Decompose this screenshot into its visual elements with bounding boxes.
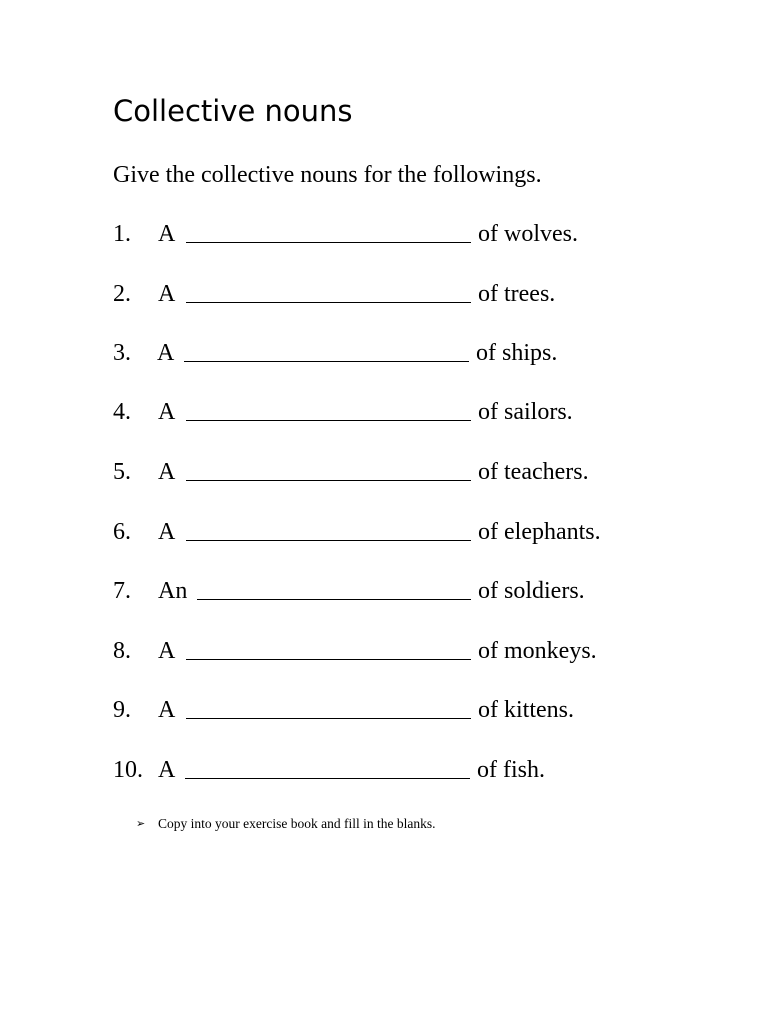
item-text: of fish.: [477, 757, 545, 783]
list-item: [113, 336, 673, 370]
fill-in-blank: [186, 242, 471, 243]
list-item: [113, 634, 673, 668]
fill-in-blank: [186, 718, 471, 719]
item-article: A: [158, 519, 176, 545]
note-text: Copy into your exercise book and fill in the blanks.: [158, 816, 436, 831]
item-text: of teachers.: [478, 459, 589, 485]
item-number: 9.: [113, 697, 131, 723]
item-number: 6.: [113, 519, 131, 545]
list-item: [113, 753, 673, 787]
fill-in-blank: [186, 480, 471, 481]
item-article: A: [158, 697, 176, 723]
item-number: 4.: [113, 399, 131, 425]
list-item: [113, 515, 673, 549]
list-item: [113, 277, 673, 311]
fill-in-blank: [186, 420, 471, 421]
item-article: A: [158, 281, 176, 307]
item-article: A: [158, 399, 176, 425]
item-text: of trees.: [478, 281, 556, 307]
item-text: of elephants.: [478, 519, 601, 545]
fill-in-blank: [184, 361, 469, 362]
item-text: of ships.: [476, 340, 558, 366]
item-text: of soldiers.: [478, 578, 585, 604]
item-number: 3.: [113, 340, 131, 366]
item-article: An: [158, 578, 188, 604]
item-article: A: [158, 638, 176, 664]
list-item: [113, 455, 673, 489]
item-text: of monkeys.: [478, 638, 597, 664]
item-number: 1.: [113, 221, 131, 247]
item-number: 5.: [113, 459, 131, 485]
list-item: [113, 574, 673, 608]
fill-in-blank: [186, 540, 471, 541]
item-text: of wolves.: [478, 221, 578, 247]
item-article: A: [158, 459, 176, 485]
item-number: 8.: [113, 638, 131, 664]
item-number: 2.: [113, 281, 131, 307]
fill-in-blank: [197, 599, 471, 600]
arrow-bullet-icon: ➢: [136, 818, 146, 830]
page-title: Collective nouns: [113, 94, 353, 128]
item-text: of sailors.: [478, 399, 573, 425]
item-article: A: [158, 221, 176, 247]
item-number: 7.: [113, 578, 131, 604]
instruction-note: [136, 814, 435, 834]
item-text: of kittens.: [478, 697, 574, 723]
item-article: A: [158, 757, 176, 783]
list-item: [113, 395, 673, 429]
item-number: 10.: [113, 757, 143, 783]
fill-in-blank: [185, 778, 470, 779]
item-article: A: [157, 340, 175, 366]
fill-in-blank: [186, 659, 471, 660]
fill-in-blank: [186, 302, 471, 303]
list-item: [113, 217, 673, 251]
instruction-text: Give the collective nouns for the followings.: [113, 162, 542, 188]
list-item: [113, 693, 673, 727]
